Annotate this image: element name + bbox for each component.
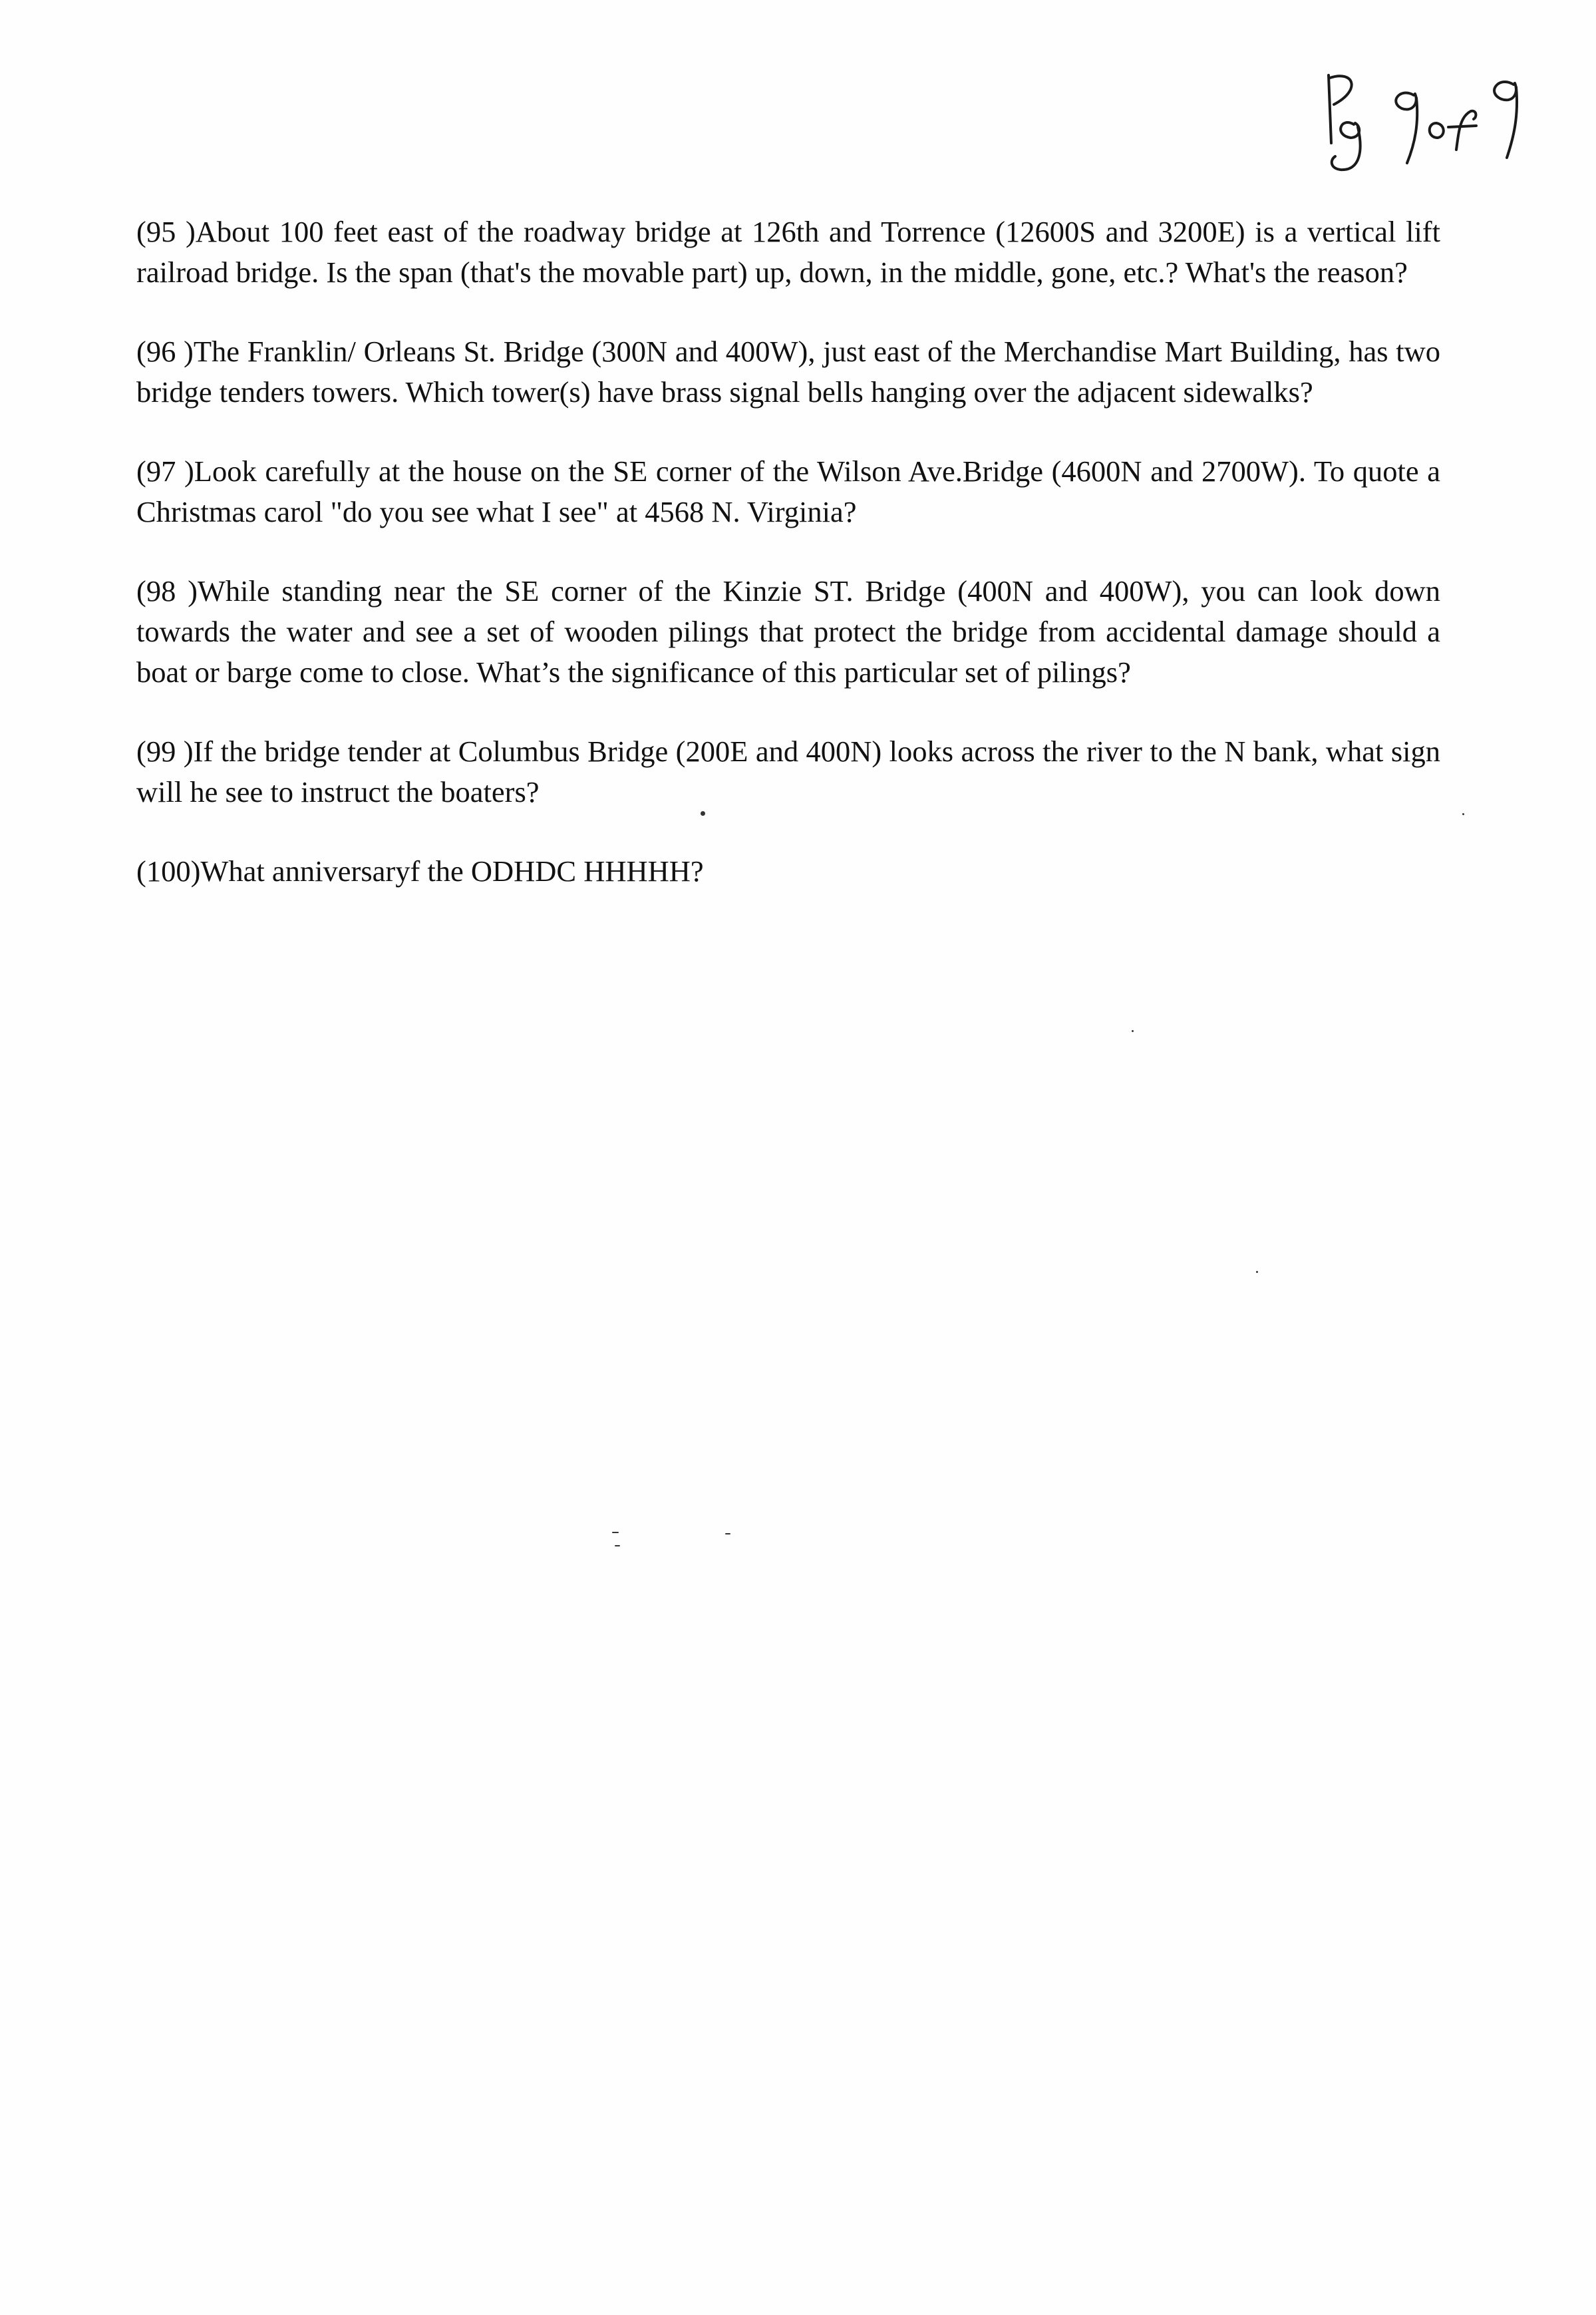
question-98 xyxy=(136,571,1440,693)
question-text: Look carefully at the house on the SE corner of the Wilson Ave.Bridge (4600N and 2700W). To quote a Christmas carol "do you see what I see" at 4568 N. Virginia? xyxy=(136,454,1440,528)
question-number: (95 ) xyxy=(136,215,196,248)
question-text: About 100 feet east of the roadway bridge at 126th and Torrence (12600S and 3200E) is a vertical lift railroad bridge. Is the span (that's the movable part) up, down, in the middle, gone, etc.? What's the reason? xyxy=(136,215,1440,289)
scan-speck xyxy=(615,1545,620,1546)
question-number: (98 ) xyxy=(136,574,198,608)
handwritten-page-number xyxy=(1314,63,1533,176)
question-text: What anniversaryf the ODHDC HHHHH? xyxy=(200,854,704,888)
question-text: The Franklin/ Orleans St. Bridge (300N and 400W), just east of the Merchandise Mart Building, has two bridge tenders towers. Which tower(s) have brass signal bells hanging over the adjacent sidewalks? xyxy=(136,335,1441,409)
scan-speck xyxy=(1132,1030,1134,1032)
question-number: (96 ) xyxy=(136,335,194,368)
question-text: While standing near the SE corner of the Kinzie ST. Bridge (400N and 400W), you can look down towards the water and see a set of wooden pilings that protect the bridge from accidental damage should a boat or barge come to close. What’s the significance of this particular set of pilings? xyxy=(136,574,1440,689)
question-95 xyxy=(136,212,1440,293)
question-number: (97 ) xyxy=(136,454,194,488)
scan-speck xyxy=(1256,1271,1258,1273)
question-number: (100) xyxy=(136,854,201,888)
question-number: (99 ) xyxy=(136,735,194,768)
question-100 xyxy=(136,851,1440,892)
question-text: If the bridge tender at Columbus Bridge (200E and 400N) looks across the river to the N bank, what sign will he see to instruct the boaters? xyxy=(136,735,1440,808)
question-96 xyxy=(136,331,1440,413)
scan-speck xyxy=(1462,813,1464,815)
handwritten-page-number-drawing xyxy=(1314,63,1533,176)
scan-speck xyxy=(612,1532,619,1533)
scan-speck xyxy=(725,1533,730,1534)
question-97 xyxy=(136,451,1440,532)
question-list xyxy=(136,212,1440,930)
scan-speck xyxy=(701,811,705,816)
question-99 xyxy=(136,731,1440,812)
